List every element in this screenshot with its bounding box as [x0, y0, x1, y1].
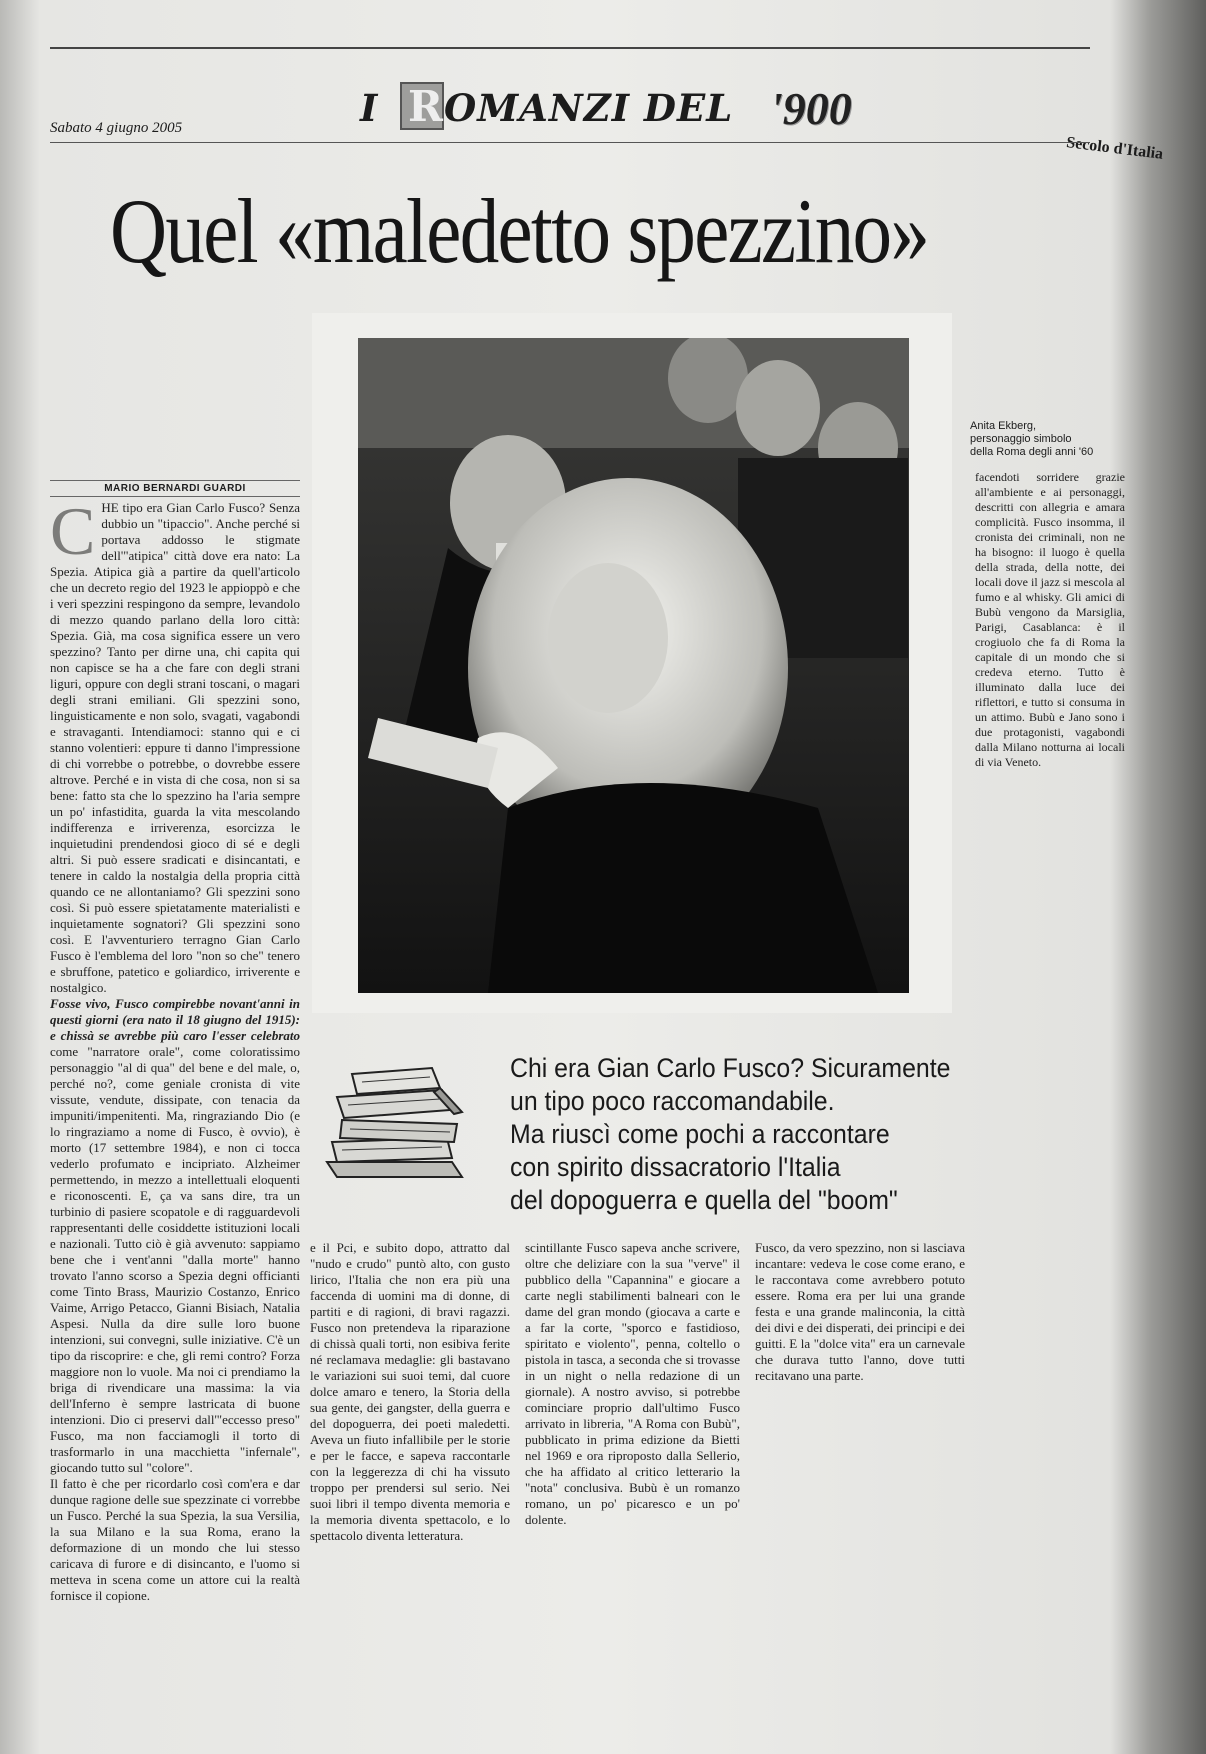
pull-quote-line-4: con spirito dissacratorio l'Italia	[510, 1152, 841, 1182]
photo-caption	[970, 420, 1110, 459]
header-rule	[50, 142, 1090, 143]
column-1-continued: come "narratore orale", come coloratissimo personaggio "al di qua" del bene e del male, o, perché no?, come geniale cronista di vite vissute, vendute, dissipate, con tenacia da impuniti/impenitenti. Ma, ringraziando Dio (e lo ringraziamo a nome di Fusco, è ovvio), è morto (17 settembre 1984), e non ci tocca vederlo profumato e incipriato. Alzheimer permettendo, in mezzo a intellettuali eloquenti e riconoscenti. E, ça va sans dire, tra un turbinio di pasiere scopatole e di ragguardevoli rappresentanti delle cosiddette istituzioni locali e nazionali. Tutto ciò è già avvenuto: sappiamo bene che i vent'anni "dalla morte" hanno trovato l'anno scorso a Spezia degni officianti come Tinto Brass, Maurizio Costanzo, Enrico Vaime, Arrigo Petacco, Gianni Bisiach, Natalia Aspesi. Nulla da dire sulle loro buone intenzioni, sui convegni, sulle iniziative. C'è un tipo da riscoprire: e che, gli remi contro? Forza maggiore non lo vuole. Ma noi ci prendiamo la briga di rivendicare una massima: la via dell'Inferno è sempre lastricata di buone intenzioni. Dio ci preservi dall'"eccesso preso" Fusco, ma non facciamogli il torto di trasformarlo in una macchietta "infernale", giocando tutto sul "colore".	[50, 1044, 300, 1475]
section-masthead	[360, 82, 900, 132]
pull-quote-line-2: un tipo poco raccomandabile.	[510, 1086, 835, 1116]
article-column-1	[50, 500, 300, 1735]
photo-anita-ekberg	[358, 338, 909, 993]
headline: Quel «maledetto spezzino»	[110, 180, 929, 282]
caption-line-3: della Roma degli anni '60	[970, 446, 1094, 458]
masthead-rest: OMANZI DEL	[444, 86, 734, 130]
photo-illustration	[358, 338, 909, 993]
masthead-box-letter: R	[408, 82, 443, 131]
column-1-text: HE tipo era Gian Carlo Fusco? Senza dubbio un "tipaccio". Anche perché si portava addosso le stigmate dell'"atipica" città dove era nato: La Spezia. Atipica già a partire da quell'articolo che un decreto regio del 1923 le appioppò e che i veri spezzini respingono da sempre, levandolo di mezzo quando parlano della loro città: Spezia. Già, ma cosa significa essere un vero spezzino? Tanto per dirne una, chi capita qui non capisce se ha a che fare con degli strani liguri, oppure con degli strani toscani, o magari degli strani emiliani. Gli spezzini sono, linguisticamente e non solo, svagati, vagabondi e stravaganti. Intendiamoci: stanno qui e ci stanno volentieri: eppure ti danno l'impressione di chi vorrebbe o potrebbe, o dovrebbe essere altrove. Perché e in vista di che cosa, non si sa bene: fatto sta che lo spezzino ha l'aria sempre un po' infastidita, guarda la vita mescolando indifferenza e irriverenza, esorcizza le inquietudini prendendosi gioco di sé e degli altri. Si può essere sradicati e disincantati, e tenere in caldo la nostalgia della propria città quando ce ne allontaniamo? Gli spezzini sono così. Si può essere spietatamente materialisti e inquietamente sognatori? Gli spezzini sono così. E l'avventuriero terragno Gian Carlo Fusco è l'emblema del loro "non so che" tenero e sbruffone, patetico e goliardico, irriverente e nostalgico.	[50, 500, 300, 995]
caption-line-1: Anita Ekberg,	[970, 420, 1037, 432]
article-column-right: facendoti sorridere grazie all'ambiente e ai personaggi, descritti con allegria e amara complicità. Fusco insomma, il cronista dei criminali, non ne ha bisogno: il luogo è quella della strada, della notte, dei locali dove il jazz si mescola al fumo e al whisky. Gli amici di Bubù vengono da Marsiglia, Parigi, Casablanca: è il crogiuolo che fa di Roma la capitale di un mondo che si credeva eterno. Tutto è illuminato dalla luce dei riflettori, e tutto si consuma in un attimo. Bubù e Jano sono i due protagonisti, vagabondi dalla Milano notturna ai locali di via Veneto.	[975, 470, 1125, 769]
top-rule	[50, 47, 1090, 49]
article-column-2: e il Pci, e subito dopo, attratto dal "nudo e crudo" puntò alto, con gusto lirico, l'Italia che non era più una faccenda di uomini ma di donne, di partiti e di ragioni, di bravi ragazzi. Fusco non pretendeva la riparazione di chissà quali torti, non esibiva ferite né reclamava medaglie: gli bastavano le variazioni sui suoi temi, dal cuore dolce amaro e tenero, la Storia della sua gente, dei gangster, della guerra e del dopoguerra, dei poeti maledetti. Aveva un fiuto infallibile per le storie e per le facce, e sapeva raccontarle con la leggerezza di chi ha vissuto troppo per prendersi sul serio. Nei suoi libri il tempo diventa memoria e la memoria diventa spettacolo, e lo spettacolo diventa letteratura.	[310, 1240, 510, 1543]
dropcap: C	[50, 500, 96, 569]
masthead-prefix: I	[360, 86, 379, 130]
books-icon	[312, 1052, 482, 1192]
pull-quote-line-3: Ma riuscì come pochi a raccontare	[510, 1119, 890, 1149]
article-column-4: Fusco, da vero spezzino, non si lasciava incantare: vedeva le cose come erano, e le raccontava come avrebbero potuto essere. Roma era per lui una grande festa e una grande malinconia, la città dei divi e dei disperati, dei principi e dei guitti. E la "dolce vita" era un carnevale che durava tutto l'anno, dove tutti recitavano una parte.	[755, 1240, 965, 1383]
pull-quote-line-1: Chi era Gian Carlo Fusco? Sicuramente	[510, 1053, 951, 1083]
caption-line-2: personaggio simbolo	[970, 433, 1072, 445]
books-illustration	[312, 1052, 482, 1192]
masthead-letter-box	[400, 82, 444, 130]
article-column-3: scintillante Fusco sapeva anche scrivere, oltre che deliziare con la sua "verve" il pubblico della "Capannina" e giocare a carte negli stabilimenti balneari con le dame del gran mondo (giocava a carte e a far la corte, "sporco e fastidioso, spiritato e violento", penna, coltello o pistola in tasca, a seconda che si trovasse in un night o nella redazione di un giornale). A nostro avviso, si potrebbe cominciare proprio dall'ultimo Fusco arrivato in libreria, "A Roma con Bubù", pubblicato in prima edizione da Bietti nel 1969 e ora riproposto dalla Sellerio, che ha affidato al critico letterario la "nota" conclusiva. Bubù è un romanzo romano, un po' picaresco e un po' dolente.	[525, 1240, 740, 1527]
column-1-end: Il fatto è che per ricordarlo così com'era e dar dunque ragione delle sue spezzinate ci vorrebbe un Fusco. Perché la sua Spezia, la sua Versilia, la sua Milano e la sua Roma, erano la deformazione di un mondo che lui stesso caricava di furore e di disincanto, e l'uomo si metteva in scena come un attore cui la realtà fornisce il copione.	[50, 1476, 300, 1603]
column-1-italic: Fosse vivo, Fusco compirebbe novant'anni in questi giorni (era nato il 18 giugno del 1915): e chissà se avrebbe più caro l'esser celebrato	[50, 996, 300, 1043]
pull-quote	[510, 1052, 952, 1217]
newspaper-name: Secolo d'Italia	[1065, 134, 1165, 163]
pull-quote-line-5: del dopoguerra e quella del "boom"	[510, 1185, 898, 1215]
issue-date: Sabato 4 giugno 2005	[50, 120, 183, 136]
byline: MARIO BERNARDI GUARDI	[50, 480, 300, 497]
masthead-year: '900	[770, 83, 852, 134]
